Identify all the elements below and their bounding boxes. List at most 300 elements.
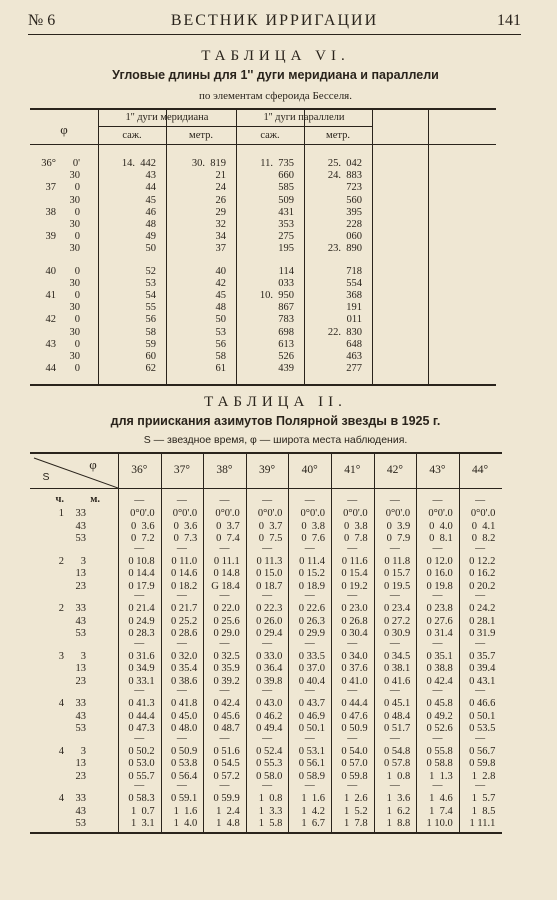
table2-group-dash: — bbox=[475, 590, 486, 601]
table2-azimuth-value: 0°0'.0 bbox=[257, 508, 283, 519]
table2-group-dash: — bbox=[475, 732, 486, 744]
table6-parallel-sazh: 698 bbox=[278, 326, 294, 338]
table2-azimuth-value: 0 18.9 bbox=[298, 580, 325, 592]
table2-m-label: м. bbox=[90, 494, 100, 505]
table2-azimuth-value: 0°0'.0 bbox=[428, 508, 453, 519]
table2-azimuth-value: 0 47.3 bbox=[128, 723, 155, 734]
table2-azimuth-value: 0 53.1 bbox=[298, 745, 325, 757]
table2-azimuth-value: 0 45.0 bbox=[170, 710, 198, 722]
table6-meridian-metr: 24 bbox=[215, 182, 226, 194]
table6-meridian-sazh: 45 bbox=[145, 194, 156, 206]
table2-corner-s: S bbox=[42, 471, 50, 483]
table2-azimuth-value: 0 26.8 bbox=[341, 615, 368, 627]
table6-meridian-sazh: 53 bbox=[145, 277, 156, 289]
table6-meridian-metr: 45 bbox=[215, 290, 226, 301]
table2-minute: 13 bbox=[75, 568, 86, 579]
table2-azimuth-value: 0 23.0 bbox=[341, 603, 368, 614]
table2-minute: 33 bbox=[75, 793, 86, 804]
table2-azimuth-value: 0 11.6 bbox=[341, 555, 368, 567]
table2-azimuth-value: 0 34.9 bbox=[128, 663, 155, 674]
table6-unit-metr: метр. bbox=[189, 130, 213, 141]
table2-azimuth-value: 0 59.1 bbox=[170, 793, 198, 804]
table6-meridian-metr: 50 bbox=[215, 314, 226, 326]
table2-azimuth-value: 0 14.6 bbox=[170, 568, 198, 579]
table6-parallel-sazh: 353 bbox=[278, 219, 294, 230]
table2-azimuth-value: 0 52.6 bbox=[426, 723, 453, 734]
table2-azimuth-value: 1 5.2 bbox=[343, 805, 368, 817]
table6-phi-min: 0 bbox=[74, 363, 80, 375]
table2-column-header: 36° bbox=[131, 464, 148, 476]
table2-group-dash: — bbox=[432, 685, 443, 696]
table2-group-dash: — bbox=[389, 637, 400, 649]
table2-azimuth-value: 0 19.5 bbox=[383, 580, 411, 592]
table2-azimuth-value: 1 1.6 bbox=[173, 805, 198, 817]
table6-meridian-sazh: 14. 442 bbox=[121, 158, 156, 169]
table2-group-dash: — bbox=[389, 590, 400, 601]
table2-azimuth-value: 1 2.4 bbox=[216, 805, 240, 817]
table2-azimuth-value: 0 53.8 bbox=[170, 758, 198, 769]
table2-azimuth-value: 0 52.4 bbox=[256, 745, 283, 757]
table2-minute: 53 bbox=[75, 533, 86, 544]
table6-parallel-sazh: 431 bbox=[278, 206, 294, 218]
table6-meridian-metr: 53 bbox=[215, 326, 226, 338]
table2-azimuth-value: 0°0'.0 bbox=[343, 508, 368, 519]
table2-group-dash: — bbox=[304, 542, 315, 554]
table2-azimuth-value: 0 54.8 bbox=[383, 745, 411, 757]
table2-azimuth-value: 0 7.3 bbox=[173, 533, 198, 544]
table6-meridian-metr: 34 bbox=[215, 231, 226, 243]
table2-azimuth-value: 0 32.5 bbox=[213, 650, 240, 662]
table2-azimuth-value: G 18.4 bbox=[211, 580, 240, 592]
table2-azimuth-value: 0 43.7 bbox=[298, 698, 325, 709]
table2-azimuth-value: 0 46.6 bbox=[469, 698, 496, 709]
table2-group-dash: — bbox=[304, 590, 315, 601]
table6-meridian-sazh: 43 bbox=[145, 170, 156, 182]
table2-azimuth-value: 0 58.8 bbox=[426, 758, 453, 769]
table2-hour: 3 bbox=[58, 650, 64, 662]
table2-azimuth-value: 0 56.1 bbox=[298, 758, 325, 769]
table2-hour: 1 bbox=[58, 508, 64, 519]
table2-azimuth-value: 0 35.1 bbox=[426, 650, 453, 662]
table2-column-header: 42° bbox=[386, 464, 403, 476]
table2-group-dash: — bbox=[219, 780, 230, 791]
table2-minute: 53 bbox=[75, 723, 86, 734]
table2-group-dash: — bbox=[262, 732, 273, 744]
table6-parallel-sazh: 509 bbox=[278, 194, 294, 206]
table6-parallel-metr: 228 bbox=[346, 219, 362, 230]
table6-parallel-sazh: 033 bbox=[278, 277, 294, 289]
table2-azimuth-value: 0 37.6 bbox=[341, 663, 368, 674]
table6-phi-min: 30 bbox=[69, 351, 80, 362]
table2-azimuth-value: 1 4.8 bbox=[216, 818, 240, 829]
table2-subtitle: для приискания азимутов Полярной звезды в 1925 г. bbox=[110, 414, 441, 428]
table2-azimuth-value: 1 11.1 bbox=[469, 818, 496, 829]
table2-azimuth-value: 0 22.0 bbox=[213, 603, 240, 614]
table2-azimuth-value: 0 23.8 bbox=[426, 603, 453, 614]
table2-azimuth-value: 0 46.2 bbox=[256, 710, 283, 722]
table2-minute: 43 bbox=[75, 520, 86, 532]
table2-azimuth-value: 1 1.6 bbox=[301, 793, 325, 804]
table2-azimuth-value: 1 5.8 bbox=[258, 818, 283, 829]
table6-parallel-metr: 648 bbox=[346, 338, 362, 350]
table2-group-dash: — bbox=[347, 685, 358, 696]
table2-group-dash: — bbox=[262, 590, 273, 601]
table6-parallel-metr: 25. 042 bbox=[327, 158, 362, 169]
table2-azimuth-value: 0 39.2 bbox=[213, 675, 240, 687]
table2-header-rule bbox=[30, 488, 502, 489]
table6-parallel-sazh: 275 bbox=[278, 231, 294, 243]
table2-azimuth-value: 0 3.8 bbox=[301, 520, 325, 532]
table2-group-dash: — bbox=[219, 495, 230, 506]
table2-azimuth-value: 0 54.0 bbox=[341, 745, 368, 757]
table2-azimuth-value: 1 3.1 bbox=[130, 818, 155, 829]
table6-meridian-sazh: 55 bbox=[145, 302, 156, 314]
table6-meridian-sazh: 44 bbox=[145, 182, 156, 194]
table2-column-header: 44° bbox=[472, 464, 489, 476]
table2-group-dash: — bbox=[432, 590, 443, 601]
table6-meridian-metr: 61 bbox=[215, 363, 226, 375]
table2-azimuth-value: 0 18.7 bbox=[256, 580, 283, 592]
table2-azimuth-value: 0 37.0 bbox=[298, 663, 325, 674]
table6-parallel-metr: 22. 830 bbox=[327, 326, 362, 338]
table6-phi-min: 30 bbox=[69, 243, 80, 255]
table2-group-dash: — bbox=[219, 732, 230, 744]
table2-group-dash: — bbox=[347, 780, 358, 791]
table2-group-dash: — bbox=[475, 495, 486, 506]
table2-group-dash: — bbox=[134, 495, 145, 506]
table2-azimuth-value: 1 3.6 bbox=[386, 793, 411, 804]
table2-azimuth-value: 1 8.8 bbox=[386, 818, 411, 829]
table2-minute: 13 bbox=[75, 663, 86, 674]
table6-phi-deg: 37 bbox=[45, 182, 56, 194]
table2-azimuth-value: 0 8.2 bbox=[471, 533, 496, 544]
table2-azimuth-value: 1 2.8 bbox=[471, 770, 496, 782]
table2-azimuth-value: 0°0'.0 bbox=[300, 508, 325, 519]
table2-corner-phi: φ bbox=[89, 457, 97, 472]
table2-azimuth-value: 0 34.5 bbox=[383, 650, 411, 662]
table6-phi-deg: 43 bbox=[45, 338, 56, 350]
table6-phi-deg: 42 bbox=[45, 314, 56, 326]
table2-azimuth-value: 0 30.4 bbox=[341, 628, 368, 639]
table6-parallel-sazh: 439 bbox=[278, 363, 294, 375]
table2-azimuth-value: 0 31.6 bbox=[128, 650, 155, 662]
table2-column-header: 43° bbox=[429, 464, 446, 476]
table6-parallel-sazh: 195 bbox=[278, 243, 294, 255]
table2-azimuth-value: 0 22.6 bbox=[298, 603, 325, 614]
table2-group-dash: — bbox=[432, 780, 443, 791]
table2-azimuth-value: 0 45.1 bbox=[383, 698, 411, 709]
table2-azimuth-value: 0 59.8 bbox=[469, 758, 496, 769]
table6-column-rule bbox=[372, 110, 373, 384]
table2-hour: 4 bbox=[58, 698, 64, 709]
table2-azimuth-value: 0 3.6 bbox=[173, 520, 198, 532]
table6-phi-min: 0 bbox=[74, 206, 80, 218]
table2-azimuth-value: 0 15.0 bbox=[256, 568, 283, 579]
table2-group-dash: — bbox=[176, 542, 187, 554]
table2-azimuth-value: 0 50.1 bbox=[298, 723, 325, 734]
table2-azimuth-value: 0 42.4 bbox=[213, 698, 240, 709]
table2-group-dash: — bbox=[432, 495, 443, 506]
table2-azimuth-value: 0 19.2 bbox=[341, 580, 368, 592]
table2-azimuth-value: 0 55.3 bbox=[256, 758, 283, 769]
table2-minute: 23 bbox=[75, 675, 86, 687]
table2-group-dash: — bbox=[304, 780, 315, 791]
table6-meridian-metr: 56 bbox=[215, 338, 226, 350]
table2-azimuth-value: 0 53.0 bbox=[128, 758, 155, 769]
table6-group-rule bbox=[98, 126, 372, 127]
table6-phi-min: 30 bbox=[69, 326, 80, 338]
table2-azimuth-value: 0 39.4 bbox=[469, 663, 496, 674]
table2-azimuth-value: 0 29.0 bbox=[213, 628, 240, 639]
table2-column-header: 39° bbox=[259, 464, 276, 476]
table2-group-dash: — bbox=[389, 542, 400, 554]
table6-parallel-sazh: 660 bbox=[278, 170, 294, 182]
table2-azimuth-value: 0 8.1 bbox=[429, 533, 453, 544]
table2-minute: 33 bbox=[75, 508, 86, 519]
table2-azimuth-value: 0 3.7 bbox=[216, 520, 240, 532]
table6-meridian-sazh: 59 bbox=[145, 338, 156, 350]
table6-meridian-sazh: 62 bbox=[145, 363, 156, 375]
table2-azimuth-value: 0 15.7 bbox=[383, 568, 411, 579]
table2-azimuth-value: 0 40.4 bbox=[298, 675, 325, 687]
table2-azimuth-value: 0 15.2 bbox=[298, 568, 325, 579]
table2-azimuth-value: 1 0.8 bbox=[386, 770, 411, 782]
table2-azimuth-value: 0 59.9 bbox=[213, 793, 240, 804]
table6-parallel-metr: 011 bbox=[346, 314, 362, 326]
table2-column-header: 41° bbox=[344, 464, 361, 476]
table2-azimuth-value: 0 24.9 bbox=[128, 615, 155, 627]
table2-minute: 3 bbox=[80, 555, 86, 567]
table2-azimuth-value: 0°0'.0 bbox=[130, 508, 155, 519]
table2-group-dash: — bbox=[432, 637, 443, 649]
table2-azimuth-value: 0 57.8 bbox=[383, 758, 411, 769]
table6-phi-deg: 44 bbox=[45, 363, 56, 375]
table2-group-dash: — bbox=[176, 495, 187, 506]
table6-phi-min: 0' bbox=[72, 158, 80, 169]
table6-phi-deg: 39 bbox=[45, 231, 56, 243]
table6-phi-deg: 41 bbox=[45, 290, 56, 301]
table2-azimuth-value: 0 34.0 bbox=[341, 650, 368, 662]
table2-azimuth-value: 0 54.5 bbox=[213, 758, 240, 769]
table2-azimuth-value: 0 38.8 bbox=[426, 663, 453, 674]
table2-azimuth-value: 0 11.4 bbox=[299, 555, 325, 567]
table2-group-dash: — bbox=[304, 495, 315, 506]
issue-number: № 6 bbox=[28, 12, 56, 29]
table2-azimuth-value: 0 39.8 bbox=[256, 675, 283, 687]
table2-minute: 43 bbox=[75, 805, 86, 817]
table2-group-dash: — bbox=[219, 637, 230, 649]
table6-meridian-metr: 26 bbox=[215, 194, 226, 206]
table2-azimuth-value: 0 51.6 bbox=[213, 745, 240, 757]
table2-group-dash: — bbox=[176, 637, 187, 649]
table6-parallel-metr: 723 bbox=[346, 182, 362, 194]
table2-group-dash: — bbox=[134, 732, 145, 744]
table6-parallel-sazh: 585 bbox=[278, 182, 294, 194]
table2-azimuth-value: 0 28.1 bbox=[469, 615, 496, 627]
table2-azimuth-value: 0 24.2 bbox=[469, 603, 496, 614]
table6-parallel-sazh: 867 bbox=[278, 302, 294, 314]
table2-group-dash: — bbox=[304, 685, 315, 696]
table2-azimuth-value: 0 27.6 bbox=[426, 615, 453, 627]
table2-azimuth-value: 0°0'.0 bbox=[385, 508, 411, 519]
table6-phi-min: 30 bbox=[69, 194, 80, 206]
table6-meridian-metr: 32 bbox=[215, 219, 226, 230]
table2-minute: 53 bbox=[75, 818, 86, 829]
table6-phi-min: 30 bbox=[69, 302, 80, 314]
table2-group-dash: — bbox=[389, 495, 400, 506]
table2-azimuth-value: 0 10.8 bbox=[128, 555, 155, 567]
table6-phi-deg: 40 bbox=[45, 265, 56, 277]
table2-azimuth-value: 0°0'.0 bbox=[172, 508, 198, 519]
table2-column-header: 40° bbox=[301, 464, 318, 476]
table2-group-dash: — bbox=[347, 637, 358, 649]
table2-azimuth-value: 0 3.9 bbox=[386, 520, 411, 532]
table6-meridian-metr: 29 bbox=[215, 206, 226, 218]
table2-group-dash: — bbox=[262, 685, 273, 696]
table2-azimuth-value: 0 41.0 bbox=[341, 675, 368, 687]
table2-azimuth-value: 0 41.6 bbox=[383, 675, 411, 687]
table2-azimuth-value: 1 0.7 bbox=[130, 805, 155, 817]
table2-azimuth-value: 0 41.8 bbox=[170, 698, 198, 709]
table2-azimuth-value: 0 12.2 bbox=[469, 555, 496, 567]
table2-minute: 33 bbox=[75, 603, 86, 614]
table2-group-dash: — bbox=[176, 685, 187, 696]
table2-group-dash: — bbox=[134, 685, 145, 696]
table2-azimuth-value: 0 28.6 bbox=[170, 628, 198, 639]
table2-group-dash: — bbox=[347, 732, 358, 744]
table2-group-dash: — bbox=[262, 637, 273, 649]
table6-meridian-sazh: 52 bbox=[145, 265, 156, 277]
table2-azimuth-value: 1 7.4 bbox=[429, 805, 453, 817]
table2-azimuth-value: 0 41.3 bbox=[128, 698, 155, 709]
table2-azimuth-value: 0 43.0 bbox=[256, 698, 283, 709]
table2-azimuth-value: 0 33.5 bbox=[298, 650, 325, 662]
table2-azimuth-value: 0 26.3 bbox=[298, 615, 325, 627]
table2-azimuth-value: 0 51.7 bbox=[383, 723, 411, 734]
table2-azimuth-value: 0 58.0 bbox=[256, 770, 283, 782]
table2-azimuth-value: 1 4.6 bbox=[429, 793, 453, 804]
table6-parallel-metr: 191 bbox=[346, 302, 362, 314]
table6-subtitle: Угловые длины для 1'' дуги меридиана и параллели bbox=[112, 68, 439, 82]
table2-azimuth-value: 1 6.2 bbox=[386, 805, 411, 817]
table2-group-dash: — bbox=[347, 590, 358, 601]
table2-group-dash: — bbox=[475, 685, 486, 696]
table2-group-dash: — bbox=[262, 495, 273, 506]
table2-azimuth-value: 0 26.0 bbox=[256, 615, 283, 627]
table2-azimuth-value: 0 22.3 bbox=[256, 603, 283, 614]
table2-azimuth-value: 0°0'.0 bbox=[215, 508, 240, 519]
table6-meridian-sazh: 56 bbox=[145, 314, 156, 326]
table2-azimuth-value: 0 59.8 bbox=[341, 770, 368, 782]
table2-azimuth-value: 1 0.8 bbox=[258, 793, 283, 804]
table2-azimuth-value: 0 48.0 bbox=[170, 723, 198, 734]
table2-azimuth-value: 1 6.7 bbox=[301, 818, 325, 829]
table2-azimuth-value: 0 4.1 bbox=[471, 520, 496, 532]
table6-meridian-sazh: 54 bbox=[145, 290, 156, 301]
table2-azimuth-value: 0 58.3 bbox=[128, 793, 155, 804]
table2-group-dash: — bbox=[475, 780, 486, 791]
table2-azimuth-value: 0 4.0 bbox=[429, 520, 453, 532]
table2-minute: 23 bbox=[75, 770, 86, 782]
table2-azimuth-value: 0 25.2 bbox=[170, 615, 198, 627]
table6-parallel-sazh: 526 bbox=[278, 351, 294, 362]
table2-azimuth-value: 0 56.7 bbox=[469, 745, 496, 757]
table2-azimuth-value: 0 25.6 bbox=[213, 615, 240, 627]
table2-azimuth-value: 0 14.8 bbox=[213, 568, 240, 579]
table6-unit-sazh: саж. bbox=[260, 130, 280, 141]
table6-group-meridian: 1'' дуги меридиана bbox=[125, 112, 209, 123]
table6-column-rule bbox=[428, 110, 429, 384]
table6-meridian-metr: 21 bbox=[215, 170, 226, 182]
table2-group-dash: — bbox=[475, 637, 486, 649]
table2-group-dash: — bbox=[432, 732, 443, 744]
table2-minute: 3 bbox=[80, 745, 86, 757]
table6-phi-min: 0 bbox=[74, 265, 80, 277]
table6-phi-deg: 38 bbox=[45, 206, 56, 218]
table6-note: по элементам сфероида Бесселя. bbox=[199, 90, 352, 102]
table2-group-dash: — bbox=[389, 732, 400, 744]
table6-parallel-metr: 554 bbox=[346, 277, 362, 289]
table2-azimuth-value: 1 3.3 bbox=[258, 805, 283, 817]
table6-meridian-metr: 48 bbox=[215, 302, 226, 314]
table2-azimuth-value: 0 3.8 bbox=[343, 520, 368, 532]
table2-azimuth-value: 0 38.6 bbox=[170, 675, 198, 687]
table6 bbox=[30, 108, 496, 386]
table2-azimuth-value: 1 7.8 bbox=[343, 818, 368, 829]
table6-parallel-sazh: 114 bbox=[278, 265, 294, 277]
table6-meridian-metr: 37 bbox=[215, 243, 226, 255]
table2-azimuth-value: 0 50.9 bbox=[341, 723, 368, 734]
table6-parallel-metr: 23. 890 bbox=[327, 243, 362, 255]
table2-minute: 33 bbox=[75, 698, 86, 709]
table2-azimuth-value: 0 17.9 bbox=[128, 580, 155, 592]
table6-parallel-metr: 277 bbox=[346, 363, 362, 375]
table6-phi-min: 0 bbox=[74, 290, 80, 301]
table2-minute: 43 bbox=[75, 615, 86, 627]
table2-h-label: ч. bbox=[55, 494, 64, 505]
table2-group-dash: — bbox=[389, 685, 400, 696]
table2-azimuth-value: 0 7.5 bbox=[258, 533, 283, 544]
table2-azimuth-value: 1 2.6 bbox=[343, 793, 368, 804]
table2-group-dash: — bbox=[134, 590, 145, 601]
table2-group-dash: — bbox=[262, 542, 273, 554]
table2-azimuth-value: 0 11.1 bbox=[213, 555, 240, 567]
table2-hour: 4 bbox=[58, 745, 64, 757]
table2-azimuth-value: 0 48.4 bbox=[383, 710, 411, 722]
table2-azimuth-value: 0 44.4 bbox=[341, 698, 368, 709]
table2-minute: 3 bbox=[80, 650, 86, 662]
table2-azimuth-value: 0 35.9 bbox=[213, 663, 240, 674]
table2-minute: 43 bbox=[75, 710, 86, 722]
table2-azimuth-value: 0 35.7 bbox=[469, 650, 496, 662]
table2-azimuth-value: 0 32.0 bbox=[170, 650, 198, 662]
table6-phi-min: 30 bbox=[69, 277, 80, 289]
table2-azimuth-value: 0 15.4 bbox=[341, 568, 368, 579]
table2-title: ТАБЛИЦА II. bbox=[204, 394, 347, 410]
table6-phi-deg: 36° bbox=[41, 158, 56, 169]
table6-phi-min: 0 bbox=[74, 314, 80, 326]
table2-group-dash: — bbox=[134, 542, 145, 554]
table2-azimuth-value: 1 1.3 bbox=[429, 770, 453, 782]
table6-phi-min: 0 bbox=[74, 231, 80, 243]
table2-azimuth-value: 0 21.7 bbox=[170, 603, 198, 614]
table2-azimuth-value: 0 3.7 bbox=[258, 520, 283, 532]
table2-azimuth-value: 0 53.5 bbox=[469, 723, 496, 734]
table2-group-dash: — bbox=[134, 637, 145, 649]
table2-azimuth-value: 0 35.4 bbox=[170, 663, 198, 674]
table6-phi-min: 0 bbox=[74, 182, 80, 194]
table2-azimuth-value: 0 47.6 bbox=[341, 710, 368, 722]
